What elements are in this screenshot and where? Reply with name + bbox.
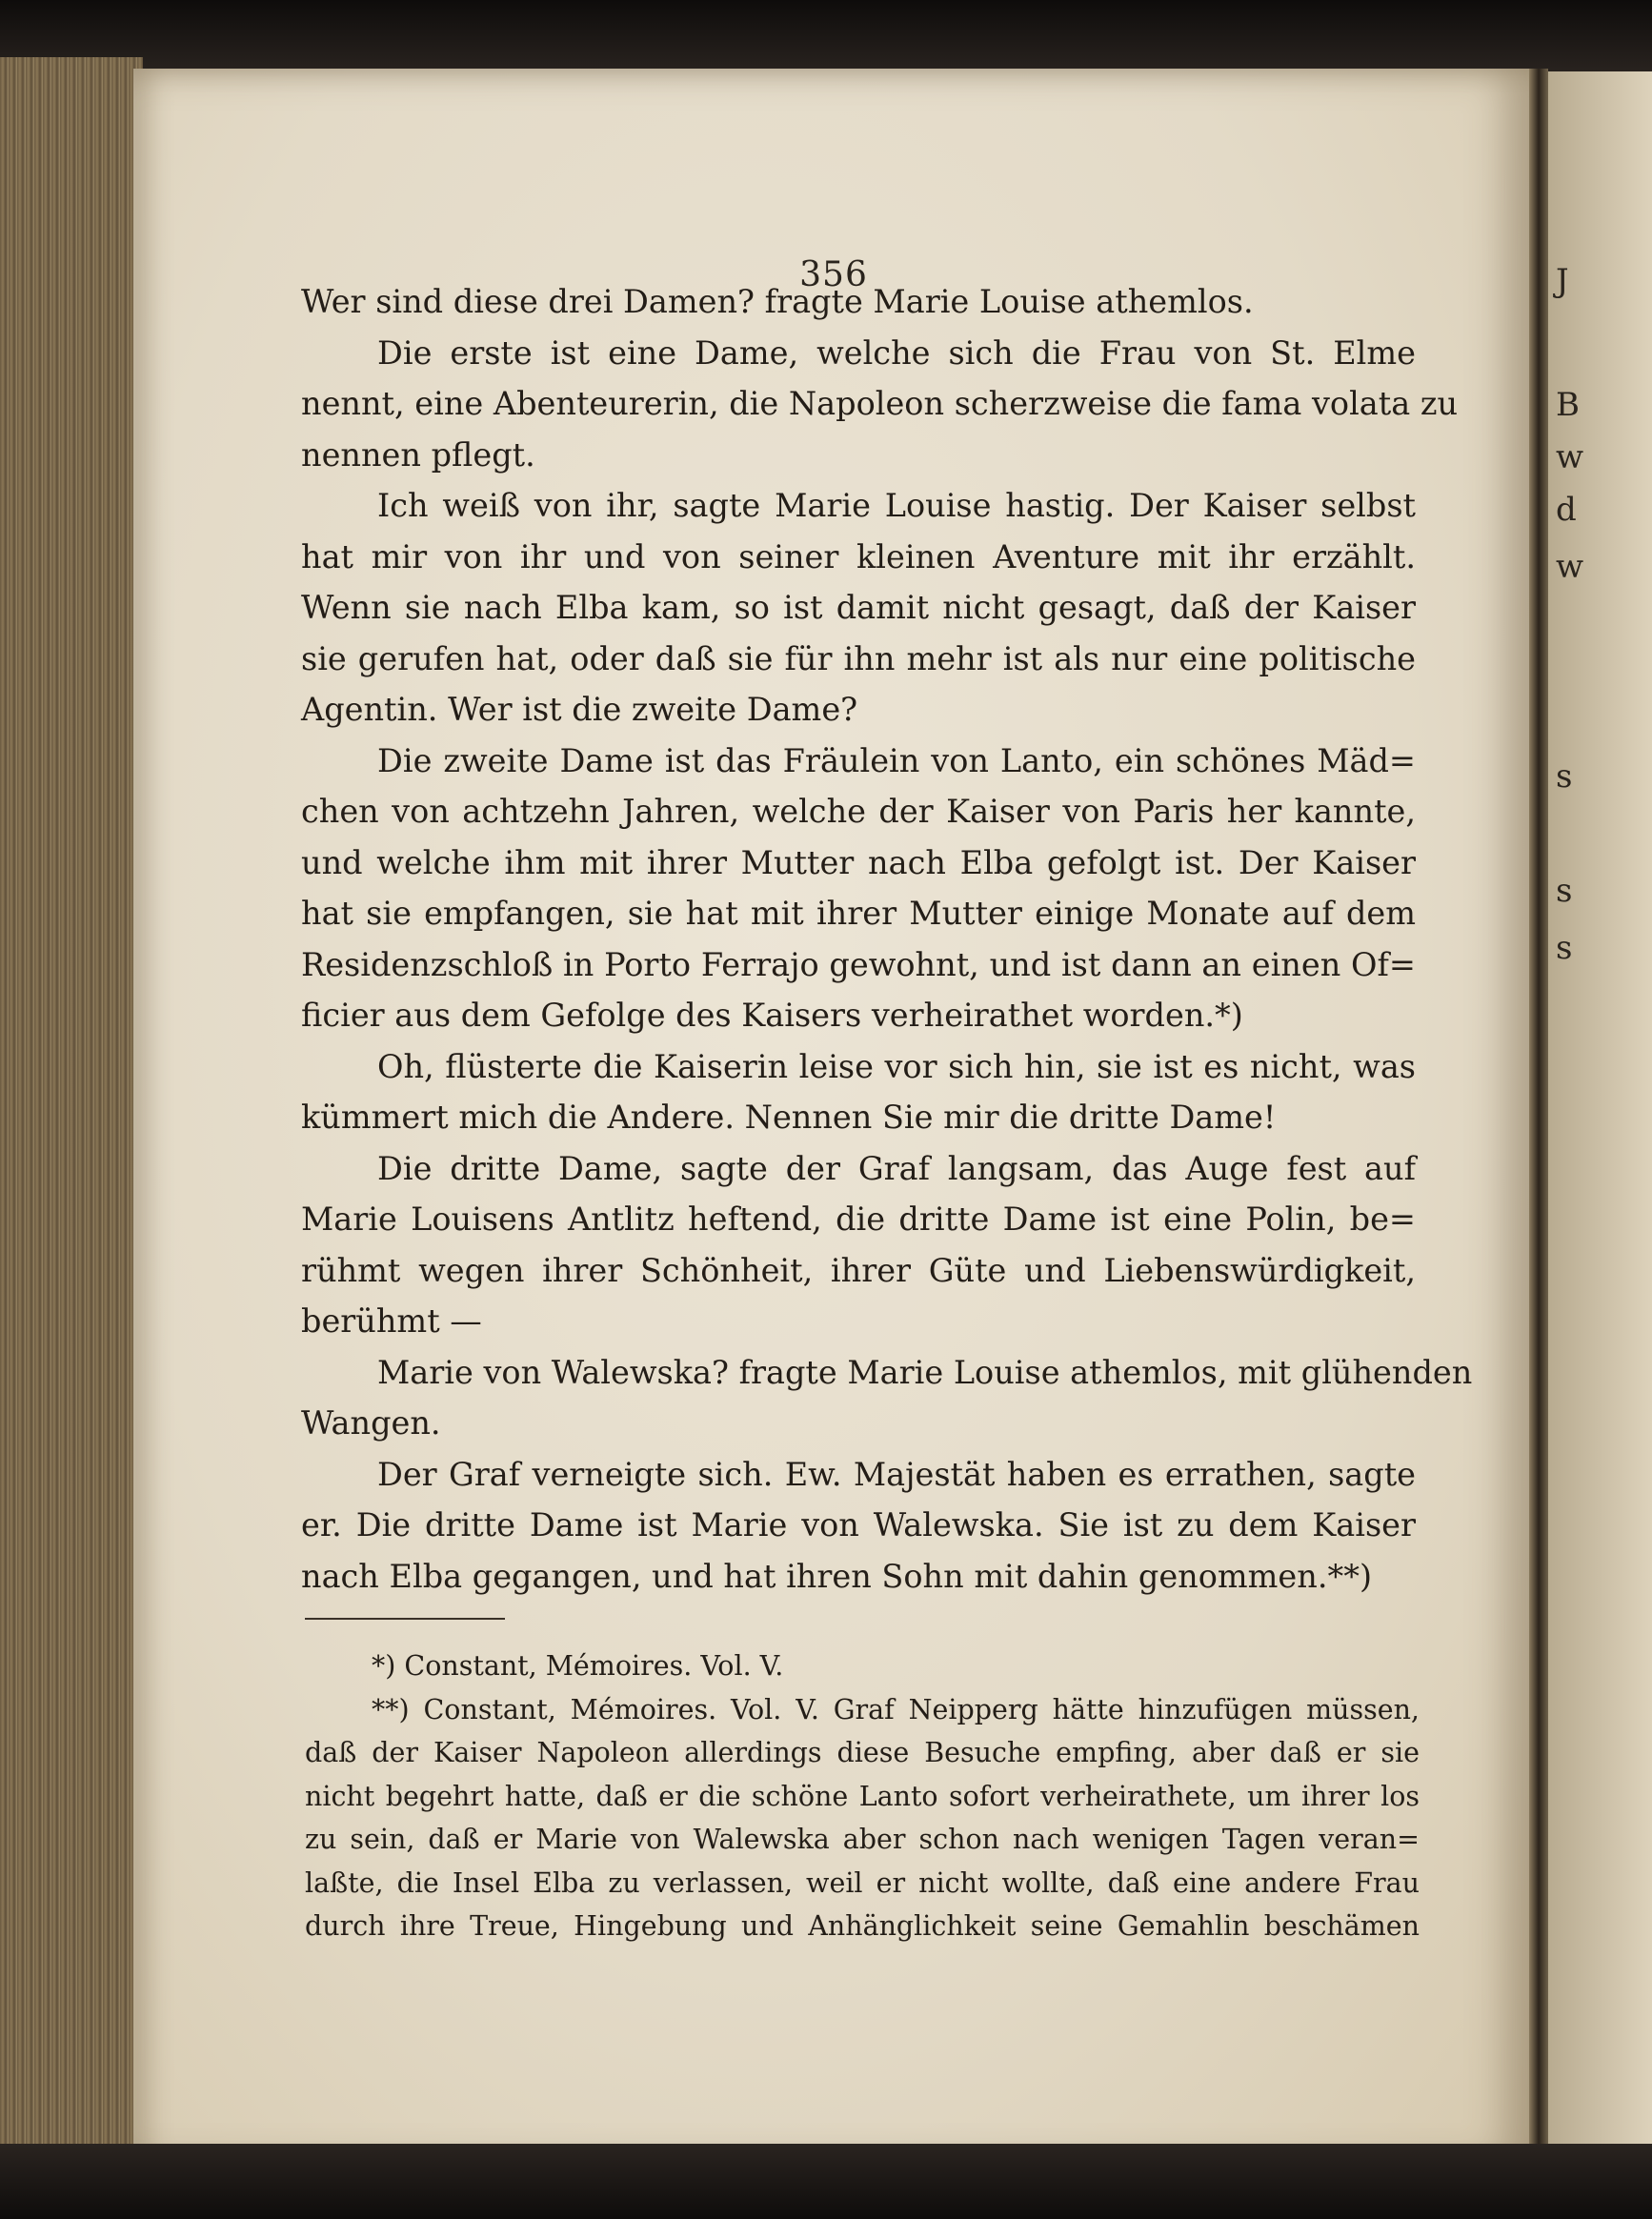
book-gutter (1529, 69, 1548, 2165)
text-line: nennen pflegt. (301, 435, 535, 474)
footnote-line: laßte, die Insel Elba zu verlassen, weil er nicht wollte, daß eine andere Frau (305, 1866, 1420, 1899)
text-line: Marie Louisens Antlitz heftend, die dritte Dame ist eine Polin, be= (301, 1200, 1416, 1238)
text-line: er. Die dritte Dame ist Marie von Walewska. Sie ist zu dem Kaiser (301, 1506, 1416, 1543)
text-line: hat sie empfangen, sie hat mit ihrer Mutter einige Monate auf dem (301, 895, 1416, 932)
page-block-edge (0, 57, 143, 2163)
text-line: Wangen. (301, 1404, 441, 1442)
footnotes (305, 1644, 1420, 1948)
text-line: ficier aus dem Gefolge des Kaisers verheirathet worden.*) (301, 997, 1243, 1034)
text-line: Die zweite Dame ist das Fräulein von Lanto, ein schönes Mäd= (377, 741, 1416, 779)
text-line: Marie von Walewska? fragte Marie Louise athemlos, mit glühenden (377, 1353, 1473, 1391)
text-line: nach Elba gegangen, und hat ihren Sohn mit dahin genommen.**) (301, 1557, 1373, 1595)
facing-page-fragment: s (1556, 757, 1573, 796)
text-line: Wer sind diese drei Damen? fragte Marie Louise athemlos. (301, 283, 1254, 320)
text-line: und welche ihm mit ihrer Mutter nach Elba gefolgt ist. Der Kaiser (301, 843, 1416, 881)
facing-page-fragment: d (1556, 491, 1577, 529)
text-line: Wenn sie nach Elba kam, so ist damit nicht gesagt, daß der Kaiser (301, 589, 1416, 626)
text-line: kümmert mich die Andere. Nennen Sie mir die dritte Dame! (301, 1099, 1277, 1136)
text-line: Agentin. Wer ist die zweite Dame? (301, 691, 858, 728)
footnote-line: *) Constant, Mémoires. Vol. V. (372, 1650, 784, 1682)
footnote-line: durch ihre Treue, Hingebung und Anhänglichkeit seine Gemahlin beschämen (305, 1910, 1420, 1942)
footnote-rule (305, 1618, 505, 1620)
facing-page-fragment: J (1556, 262, 1569, 300)
footnote-line: **) Constant, Mémoires. Vol. V. Graf Neipperg hätte hinzufügen müssen, (372, 1693, 1420, 1725)
text-line: Die erste ist eine Dame, welche sich die Frau von St. Elme (377, 333, 1416, 372)
text-line: rühmt wegen ihrer Schönheit, ihrer Güte und Liebenswürdigkeit, (301, 1251, 1416, 1289)
text-line: berühmt — (301, 1302, 482, 1340)
footnote-line: nicht begehrt hatte, daß er die schöne Lanto sofort verheirathete, um ihrer los (305, 1780, 1420, 1812)
text-line: Oh, flüsterte die Kaiserin leise vor sich hin, sie ist es nicht, was (377, 1047, 1416, 1085)
scan-background-top (0, 0, 1652, 76)
facing-page-fragment: w (1556, 548, 1584, 586)
text-line: hat mir von ihr und von seiner kleinen Aventure mit ihr erzählt. (301, 537, 1416, 575)
footnote-line: zu sein, daß er Marie von Walewska aber schon nach wenigen Tagen veran= (305, 1824, 1420, 1855)
body-text (301, 276, 1473, 1602)
facing-page-fragment: s (1556, 872, 1573, 910)
text-line: Der Graf verneigte sich. Ew. Majestät haben es errathen, sagte (377, 1455, 1416, 1493)
text-line: Die dritte Dame, sagte der Graf langsam, das Auge fest auf (377, 1149, 1416, 1187)
text-line: sie gerufen hat, oder daß sie für ihn mehr ist als nur eine politische (301, 639, 1416, 677)
page-number: 356 (799, 255, 868, 294)
scan-background-bottom (0, 2144, 1652, 2219)
facing-page-fragment: s (1556, 929, 1573, 967)
text-line: chen von achtzehn Jahren, welche der Kaiser von Paris her kannte, (301, 793, 1416, 830)
text-line: Residenzschloß in Porto Ferrajo gewohnt, und ist dann an einen Of= (301, 945, 1416, 983)
facing-page-fragment: B (1556, 386, 1580, 424)
facing-page-edge (1548, 71, 1652, 2148)
text-line: Ich weiß von ihr, sagte Marie Louise hastig. Der Kaiser selbst (377, 487, 1416, 524)
text-line: nennt, eine Abenteurerin, die Napoleon scherzweise die fama volata zu (301, 385, 1459, 422)
facing-page-fragment: w (1556, 438, 1584, 476)
footnote-line: daß der Kaiser Napoleon allerdings diese Besuche empfing, aber daß er sie (305, 1737, 1420, 1768)
